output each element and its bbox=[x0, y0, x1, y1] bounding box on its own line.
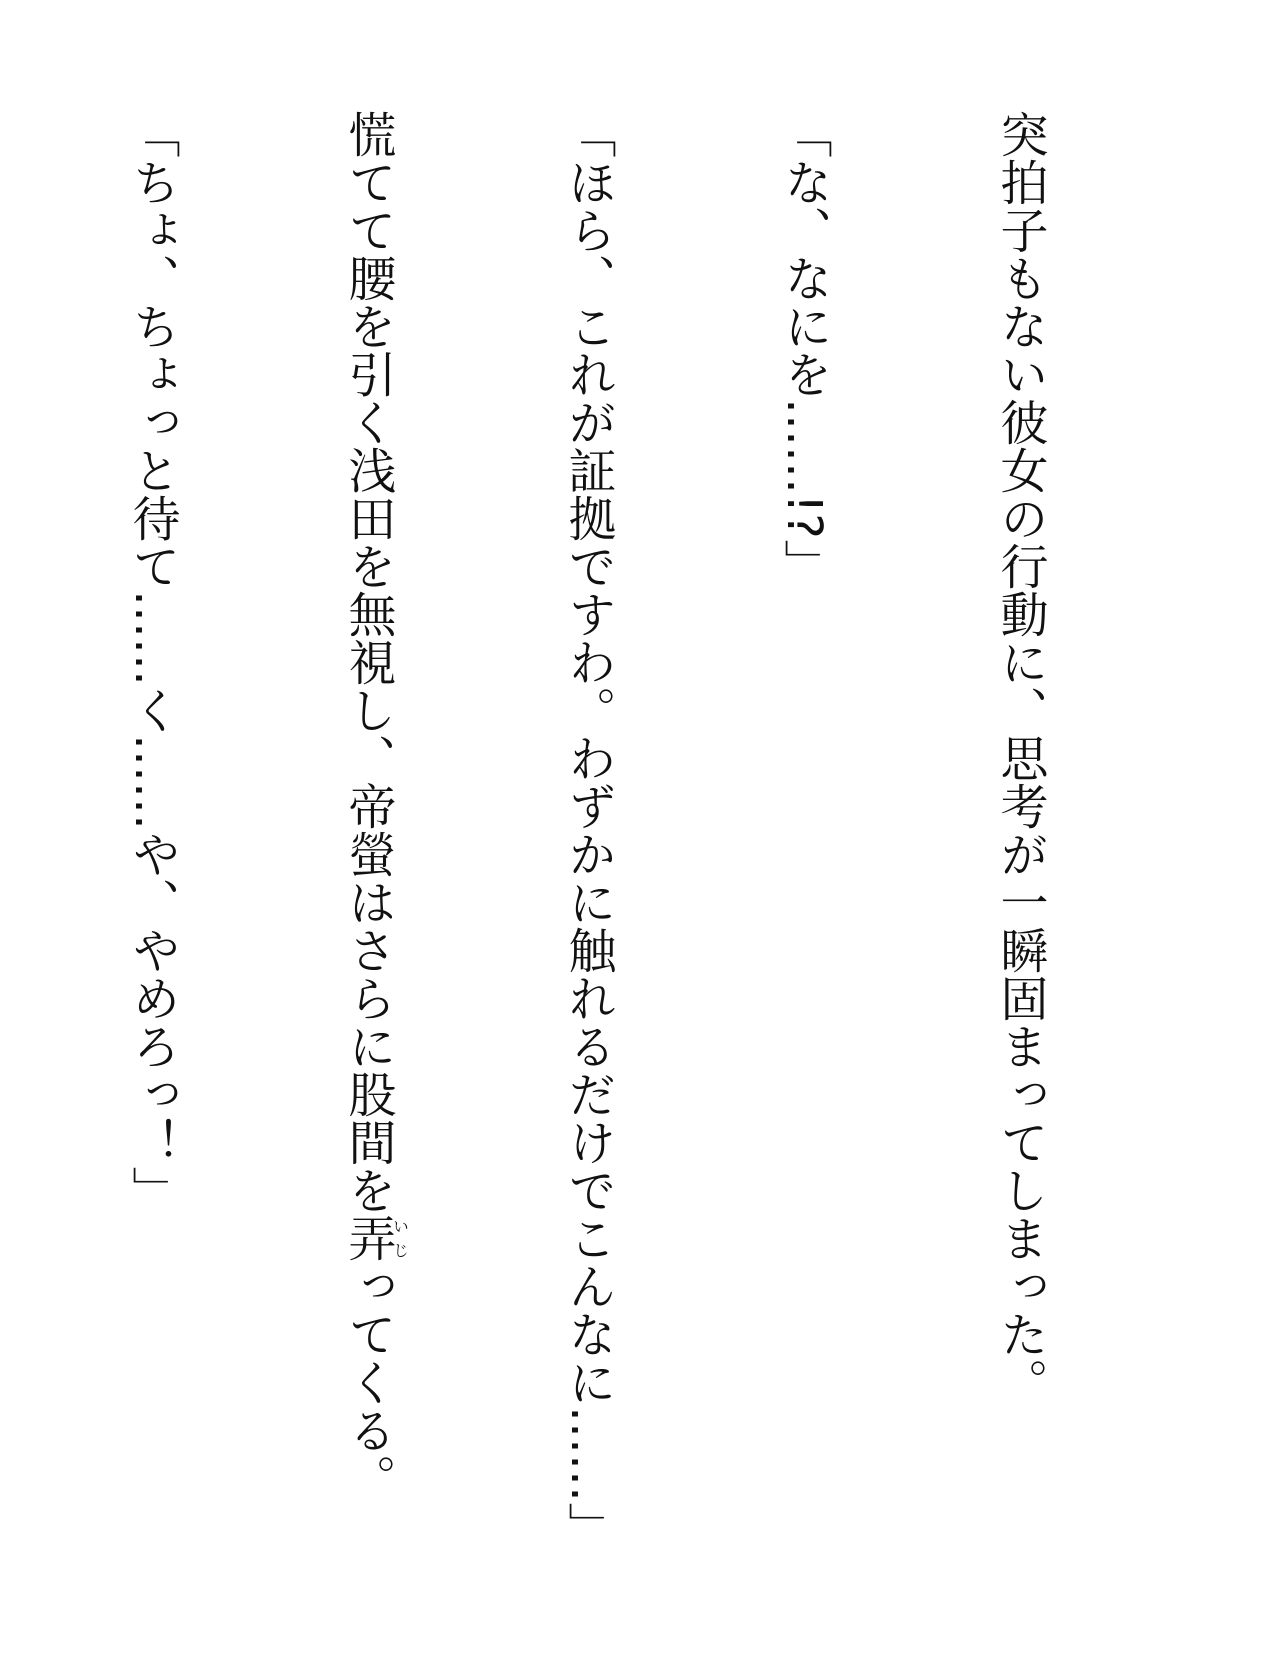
paragraph-5: 「ちょ、ちょっと待て……く……や、やめろっ！」 bbox=[124, 110, 180, 1214]
ruby-reading: いじ bbox=[390, 1214, 410, 1262]
paragraph-2: 「な、なにを……!?」 bbox=[776, 110, 832, 587]
ruby-word bbox=[340, 1214, 410, 1262]
ruby-base: 弄 bbox=[340, 1214, 396, 1262]
paragraph-4 bbox=[332, 110, 408, 1610]
vertical-text-body bbox=[0, 110, 1200, 1610]
paragraph-4-text: 慌てて腰を引く浅田を無視し、帝螢はさらに股間を bbox=[340, 110, 396, 1214]
paragraph-3: 「ほら、これが証拠ですわ。わずかに触れるだけでこんなに……」 bbox=[560, 110, 616, 1550]
paragraph-1: 突拍子もない彼女の行動に、思考が一瞬固まってしまった。 bbox=[992, 110, 1048, 1406]
paragraph-4-tail: ってくる。 bbox=[340, 1262, 396, 1502]
